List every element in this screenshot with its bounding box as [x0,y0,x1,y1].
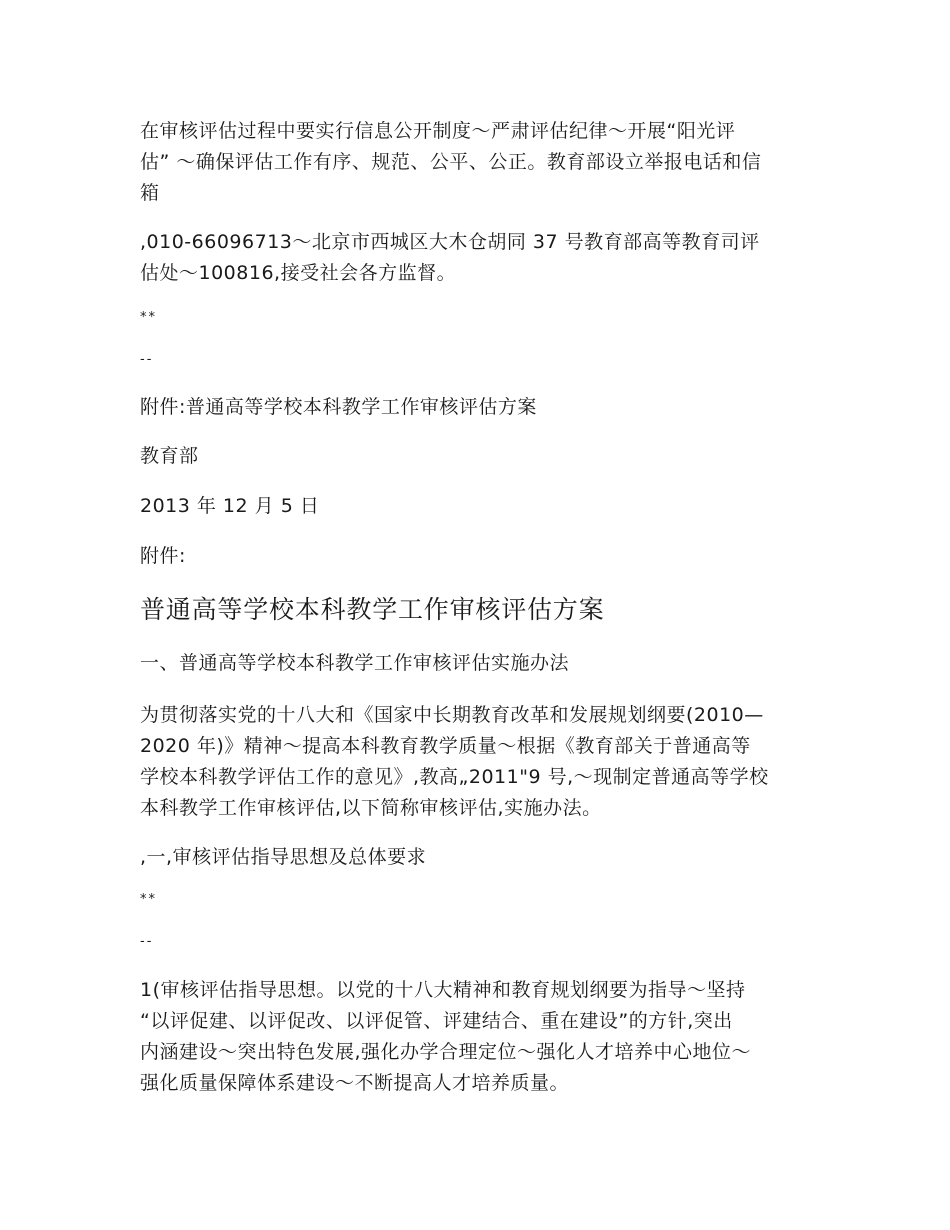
text-line: 在审核评估过程中要实行信息公开制度～严肃评估纪律～开展“阳光评 [140,120,736,142]
text-line: 本科教学工作审核评估,以下简称审核评估,实施办法。 [140,797,602,819]
text-line: 内涵建设～突出特色发展,强化办学合理定位～强化人才培养中心地位～ [140,1041,752,1063]
paragraph-purpose [140,700,820,824]
text-line: 箱 [140,182,160,204]
separator-stars: ** [140,892,157,907]
text-line: ,010-66096713～北京市西城区大木仓胡同 37 号教育部高等教育司评 [140,231,760,253]
paragraph-disclosure [140,116,820,209]
issuer-name: 教育部 [140,445,199,467]
attachment-line: 附件:普通高等学校本科教学工作审核评估方案 [140,396,537,418]
issue-date: 2013 年 12 月 5 日 [140,495,320,517]
section-heading: 一、普通高等学校本科教学工作审核评估实施办法 [140,652,570,674]
text-line: “以评促建、以评促改、以评促管、评建结合、重在建设”的方针,突出 [140,1010,733,1032]
document-title: 普通高等学校本科教学工作审核评估方案 [140,595,605,624]
separator-dashes: -- [140,934,154,949]
text-line: 为贯彻落实党的十八大和《国家中长期教育改革和发展规划纲要(2010— [140,704,764,726]
paragraph-guiding-ideology [140,975,820,1099]
subsection-heading: ,一,审核评估指导思想及总体要求 [140,846,427,868]
text-line: 学校本科教学评估工作的意见》,教高„2011"9 号,～现制定普通高等学校 [140,766,769,788]
text-line: 强化质量保障体系建设～不断提高人才培养质量。 [140,1072,570,1094]
separator-dashes: -- [140,352,154,367]
text-line: 估处～100816,接受社会各方监督。 [140,262,457,284]
paragraph-contact [140,227,820,289]
attachment-label: 附件: [140,545,186,567]
text-line: 1(审核评估指导思想。以党的十八大精神和教育规划纲要为指导～坚持 [140,979,746,1001]
text-line: 2020 年)》精神～提高本科教育教学质量～根据《教育部关于普通高等 [140,735,751,757]
separator-stars: ** [140,310,157,325]
text-line: 估” ～确保评估工作有序、规范、公平、公正。教育部设立举报电话和信 [140,151,762,173]
